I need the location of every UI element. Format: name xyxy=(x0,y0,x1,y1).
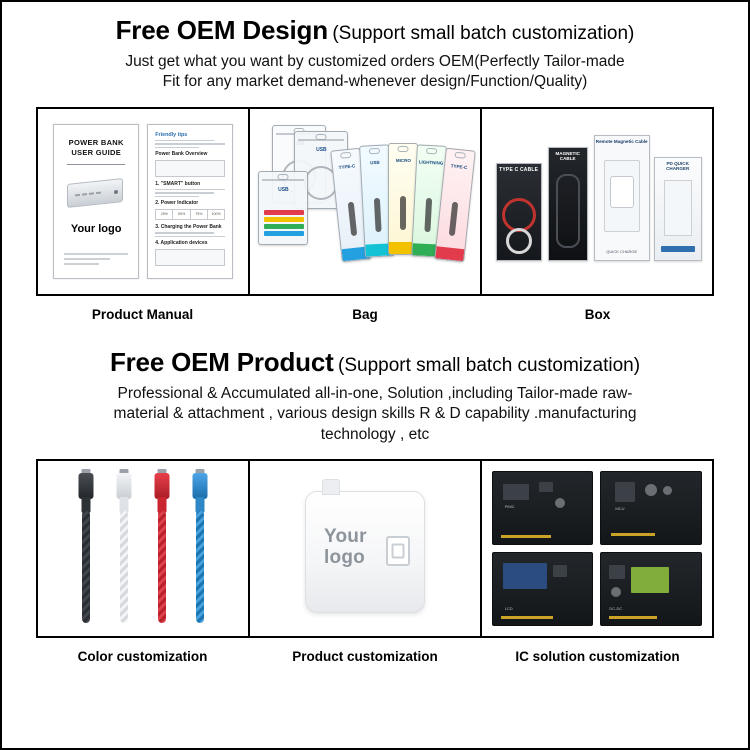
box-window xyxy=(664,180,692,236)
caption-ic-solution-customization: IC solution customization xyxy=(515,649,680,665)
section2-subtext-line2: material & attachment , various design skills R & D capability .manufacturing xyxy=(113,405,637,423)
cable-braided-wire xyxy=(196,511,204,623)
pcb-label: DC-DC xyxy=(609,606,623,612)
charger-logo-line1: Your xyxy=(324,525,367,547)
manual-inner-page xyxy=(147,124,233,279)
manual-section-4: 3. Charging the Power Bank xyxy=(155,224,222,231)
bag-hang-hole xyxy=(340,152,352,159)
manual-section-5: 4. Application devices xyxy=(155,239,208,246)
manual-section-3: 2. Power Indicator xyxy=(155,200,199,207)
section2-heading-sub: (Support small batch customization) xyxy=(338,354,641,376)
section1-subtext xyxy=(2,45,748,93)
manual-inner-content xyxy=(148,125,232,266)
box-accent-bar xyxy=(661,246,695,252)
bag-color-title: TYPE-C xyxy=(338,163,356,170)
panel-product-manual xyxy=(38,109,248,294)
manual-table-cell: 75% xyxy=(191,210,208,219)
box-cable-coil xyxy=(502,198,536,232)
caption-bag: Bag xyxy=(352,306,378,322)
pcb-label: PMIC xyxy=(504,504,515,510)
cable-braided-wire xyxy=(120,511,128,623)
cable-black xyxy=(75,473,97,623)
bag-hang-hole xyxy=(398,146,409,152)
manual-divider xyxy=(67,164,125,165)
wall-charger-body xyxy=(305,491,425,613)
bag-hang-hole xyxy=(455,152,467,159)
pcb-module xyxy=(631,567,669,593)
pcb-chip xyxy=(503,484,529,500)
bag-cable-silhouette xyxy=(374,198,382,232)
cable-blue xyxy=(189,473,211,623)
pcb-gold-pads xyxy=(611,533,655,536)
bag-zip xyxy=(262,179,304,181)
manual-section-1: Power Bank Overview xyxy=(155,150,208,157)
manual-diagram-box xyxy=(155,160,225,177)
pcb-label: MCU xyxy=(615,506,625,512)
pcb-gold-pads xyxy=(501,616,553,619)
box-images xyxy=(482,109,712,294)
bag-images xyxy=(250,109,479,294)
charger-logo-line2: logo xyxy=(324,546,365,568)
manual-title-line2: USER GUIDE xyxy=(71,147,122,157)
pcb-chip xyxy=(553,565,567,577)
cable-connector-head xyxy=(193,473,208,499)
section1-subtext-line2: Fit for any market demand-whenever design/Function/Quality) xyxy=(162,73,588,91)
section1-heading-sub: (Support small batch customization) xyxy=(332,23,635,44)
section-oem-product xyxy=(2,348,748,664)
box-cable-graphic xyxy=(556,174,580,248)
box-title: Remote Magnetic Cable xyxy=(595,138,648,144)
bag-zip xyxy=(298,139,344,141)
bag-hang-hole xyxy=(369,148,380,155)
retail-box-type-c xyxy=(496,163,542,261)
panel-bag xyxy=(248,109,479,294)
section1-panel-row xyxy=(36,107,714,296)
manual-images xyxy=(38,109,248,294)
pcb-chip xyxy=(615,482,635,502)
pcb-capacitor xyxy=(611,587,621,597)
box-title: TYPE C CABLE xyxy=(499,166,539,173)
cable-braided-wire xyxy=(158,511,166,623)
pcb-lcd-module xyxy=(503,563,547,589)
section2-subtext xyxy=(2,377,748,445)
pcb-capacitor xyxy=(555,498,565,508)
box-title: PD QUICK CHARGER xyxy=(666,160,690,171)
bag-hang-hole xyxy=(426,148,437,155)
pcb-capacitor xyxy=(663,486,672,495)
caption-product-manual: Product Manual xyxy=(91,306,194,322)
section1-heading xyxy=(2,2,748,45)
pcb-board-3 xyxy=(492,552,594,626)
manual-inner-heading: Friendly tips xyxy=(155,131,188,138)
bag-cable-silhouette xyxy=(449,201,459,235)
bag-color-title: TYPE-C xyxy=(450,163,468,170)
section1-captions xyxy=(36,296,714,322)
manual-title-line1: POWER BANK xyxy=(68,137,124,147)
pcb-board-2 xyxy=(600,471,702,545)
bag-label: USB xyxy=(278,186,289,193)
manual-inner-lines-2 xyxy=(155,189,225,197)
manual-inner-lines-1 xyxy=(155,140,225,148)
box-title: MAGNETIC CABLE xyxy=(555,150,580,161)
panel-product-customization xyxy=(248,461,479,636)
bag-cable-silhouette xyxy=(400,196,406,230)
section2-panel-row xyxy=(36,459,714,638)
charger-plug-prong xyxy=(322,479,340,495)
bag-label: USB xyxy=(316,146,327,153)
section2-heading xyxy=(2,348,748,377)
pcb-label: LCD xyxy=(504,606,513,612)
retail-box-pd-charger xyxy=(654,157,702,261)
section2-subtext-line1: Professional & Accumulated all-in-one, Solution ,including Tailor-made raw- xyxy=(117,384,633,402)
caption-product-customization: Product customization xyxy=(292,649,438,665)
bag-color-title: MICRO xyxy=(395,157,411,163)
bag-color-title: LIGHTNING xyxy=(418,159,444,166)
pcb-images xyxy=(482,461,712,636)
box-subtitle: QUICK CHARGE xyxy=(606,248,638,254)
bag-cable-silhouette xyxy=(425,198,433,232)
pcb-board-1 xyxy=(492,471,594,545)
cable-red xyxy=(151,473,173,623)
charger-logo-placeholder xyxy=(324,526,367,569)
section2-subtext-line3: technology , etc xyxy=(320,425,430,443)
pcb-board-4 xyxy=(600,552,702,626)
pcb-gold-pads xyxy=(609,616,657,619)
pcb-chip xyxy=(539,482,553,492)
panel-box xyxy=(480,109,712,294)
box-product-visible xyxy=(610,176,634,208)
section2-heading-main: Free OEM Product xyxy=(109,346,334,377)
pcb-capacitor xyxy=(645,484,657,496)
caption-box: Box xyxy=(584,306,611,322)
charger-image xyxy=(250,461,479,636)
manual-cover-page xyxy=(53,124,139,279)
caption-color-customization: Color customization xyxy=(77,649,208,665)
pcb-chip xyxy=(609,565,625,579)
retail-box-remote-magnetic xyxy=(594,135,650,261)
section2-captions xyxy=(36,638,714,664)
bag-cable-silhouette xyxy=(348,201,358,235)
power-bank-illustration xyxy=(67,177,125,207)
section1-heading-main: Free OEM Design xyxy=(115,15,328,45)
cable-connector-head xyxy=(79,473,94,499)
section1-subtext-line1: Just get what you want by customized orders OEM(Perfectly Tailor-made xyxy=(125,52,625,70)
manual-logo-placeholder: Your logo xyxy=(70,223,122,236)
bag-white-3 xyxy=(258,171,308,245)
manual-cover-title xyxy=(54,138,138,158)
cable-braided-wire xyxy=(82,511,90,623)
box-cable-coil-secondary xyxy=(506,228,532,254)
section-oem-design xyxy=(2,2,748,322)
panel-ic-solution-customization xyxy=(480,461,712,636)
cable-connector-head xyxy=(117,473,132,499)
manual-indicator-table xyxy=(155,209,225,220)
pcb-gold-pads xyxy=(501,535,551,538)
cable-images xyxy=(38,461,248,636)
manual-table-cell: 50% xyxy=(173,210,190,219)
bag-color-swatches xyxy=(264,210,304,238)
retail-box-magnetic xyxy=(548,147,588,261)
manual-table-cell: 100% xyxy=(211,212,221,217)
manual-diagram-box-2 xyxy=(155,249,225,266)
cable-white xyxy=(113,473,135,623)
bag-color-title: USB xyxy=(370,159,381,166)
panel-color-customization xyxy=(38,461,248,636)
manual-table-cell: 25% xyxy=(156,210,173,219)
manual-inner-lines-3 xyxy=(155,232,225,237)
cable-connector-head xyxy=(155,473,170,499)
usb-port-icon xyxy=(386,536,410,566)
manual-cover-text-lines xyxy=(64,253,128,268)
manual-section-2: 1. "SMART" button xyxy=(155,180,201,187)
bag-bottom-strip xyxy=(436,246,465,261)
